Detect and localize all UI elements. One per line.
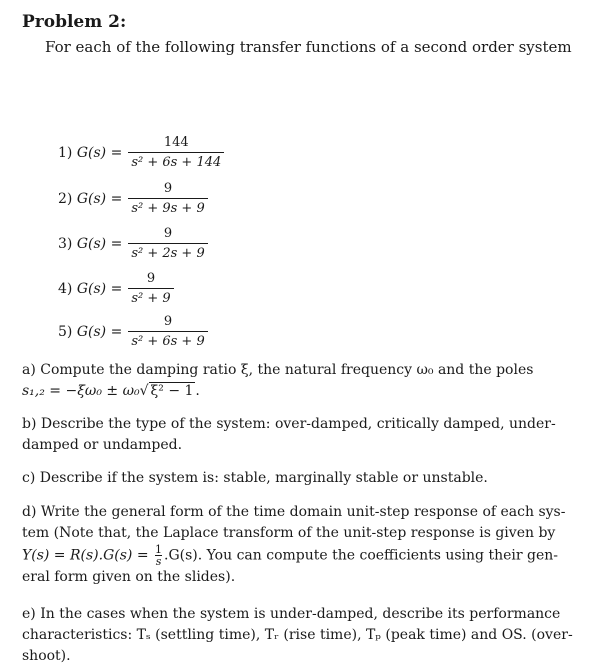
transfer-function-2 (58, 178, 208, 220)
question-b-line-1: b) Describe the type of the system: over-damped, critically damped, under- (22, 416, 556, 432)
tf-denominator: s² + 6s + 9 (128, 331, 207, 350)
one-over-s-fraction (154, 544, 163, 567)
tf-fraction (128, 271, 173, 307)
transfer-function-5 (58, 311, 208, 353)
question-b-line-2: damped or undamped. (22, 437, 183, 453)
question-e-line-2: characteristics: Tₛ (settling time), Tᵣ (rise time), Tₚ (peak time) and OS. (over- (22, 627, 573, 643)
tf-denominator: s² + 6s + 144 (128, 152, 224, 171)
tf-denominator: s² + 9 (128, 288, 173, 307)
transfer-function-1 (58, 132, 224, 174)
tf-label (58, 145, 122, 161)
question-d-line-2: tem (Note that, the Laplace transform of the unit-step response is given by (22, 525, 556, 541)
tf-lhs: G(s) = (76, 145, 123, 161)
tf-numerator: 9 (163, 226, 173, 241)
question-a-line-1: a) Compute the damping ratio ξ, the natural frequency ω₀ and the poles (22, 362, 534, 378)
tf-numerator: 9 (163, 314, 173, 329)
tf-numerator: 9 (163, 181, 173, 196)
poles-formula: s₁,₂ = −ξω₀ ± ω₀ (22, 383, 140, 399)
tf-number: 2) (58, 191, 73, 207)
fraction-numerator: 1 (155, 543, 163, 556)
fraction-denominator: s (155, 555, 162, 568)
tf-label (58, 281, 122, 297)
question-b (22, 414, 590, 456)
tf-numerator: 144 (163, 135, 189, 150)
question-e-line-1: e) In the cases when the system is under-damped, describe its performance (22, 606, 561, 622)
tf-denominator: s² + 2s + 9 (128, 243, 207, 262)
tf-lhs: G(s) = (76, 191, 123, 207)
question-d-line-4: eral form given on the slides). (22, 569, 236, 585)
tf-fraction (128, 226, 207, 262)
tf-fraction (128, 181, 207, 217)
laplace-formula: Y(s) = R(s).G(s) = (22, 547, 149, 564)
question-e-line-3: shoot). (22, 648, 71, 664)
question-d (22, 502, 590, 588)
tf-lhs: G(s) = (76, 236, 123, 252)
question-a (22, 360, 590, 402)
tf-label (58, 236, 122, 252)
transfer-function-4 (58, 268, 174, 310)
transfer-function-3 (58, 223, 208, 265)
question-c (22, 468, 590, 489)
tf-label (58, 191, 122, 207)
laplace-formula-rest: .G(s). You can compute the coefficients using their gen- (164, 547, 559, 564)
sqrt-icon: √ (139, 383, 149, 399)
tf-fraction (128, 314, 207, 350)
tf-number: 4) (58, 281, 73, 297)
question-e (22, 604, 590, 667)
tf-lhs: G(s) = (76, 281, 123, 297)
question-d-line-1: d) Write the general form of the time domain unit-step response of each sys- (22, 504, 566, 520)
tf-lhs: G(s) = (76, 324, 123, 340)
problem-title: Problem 2: (22, 12, 127, 32)
tf-label (58, 324, 122, 340)
tf-fraction (128, 135, 224, 171)
problem-intro: For each of the following transfer functions of a second order system (45, 38, 572, 56)
sqrt-argument: ξ² − 1 (150, 383, 194, 399)
tf-denominator: s² + 9s + 9 (128, 198, 207, 217)
period: . (195, 383, 200, 399)
tf-number: 1) (58, 145, 73, 161)
question-d-line-3 (22, 544, 590, 567)
tf-number: 3) (58, 236, 73, 252)
question-c-line-1: c) Describe if the system is: stable, marginally stable or unstable. (22, 470, 488, 486)
tf-number: 5) (58, 324, 73, 340)
tf-numerator: 9 (146, 271, 156, 286)
question-a-line-2 (22, 381, 590, 402)
